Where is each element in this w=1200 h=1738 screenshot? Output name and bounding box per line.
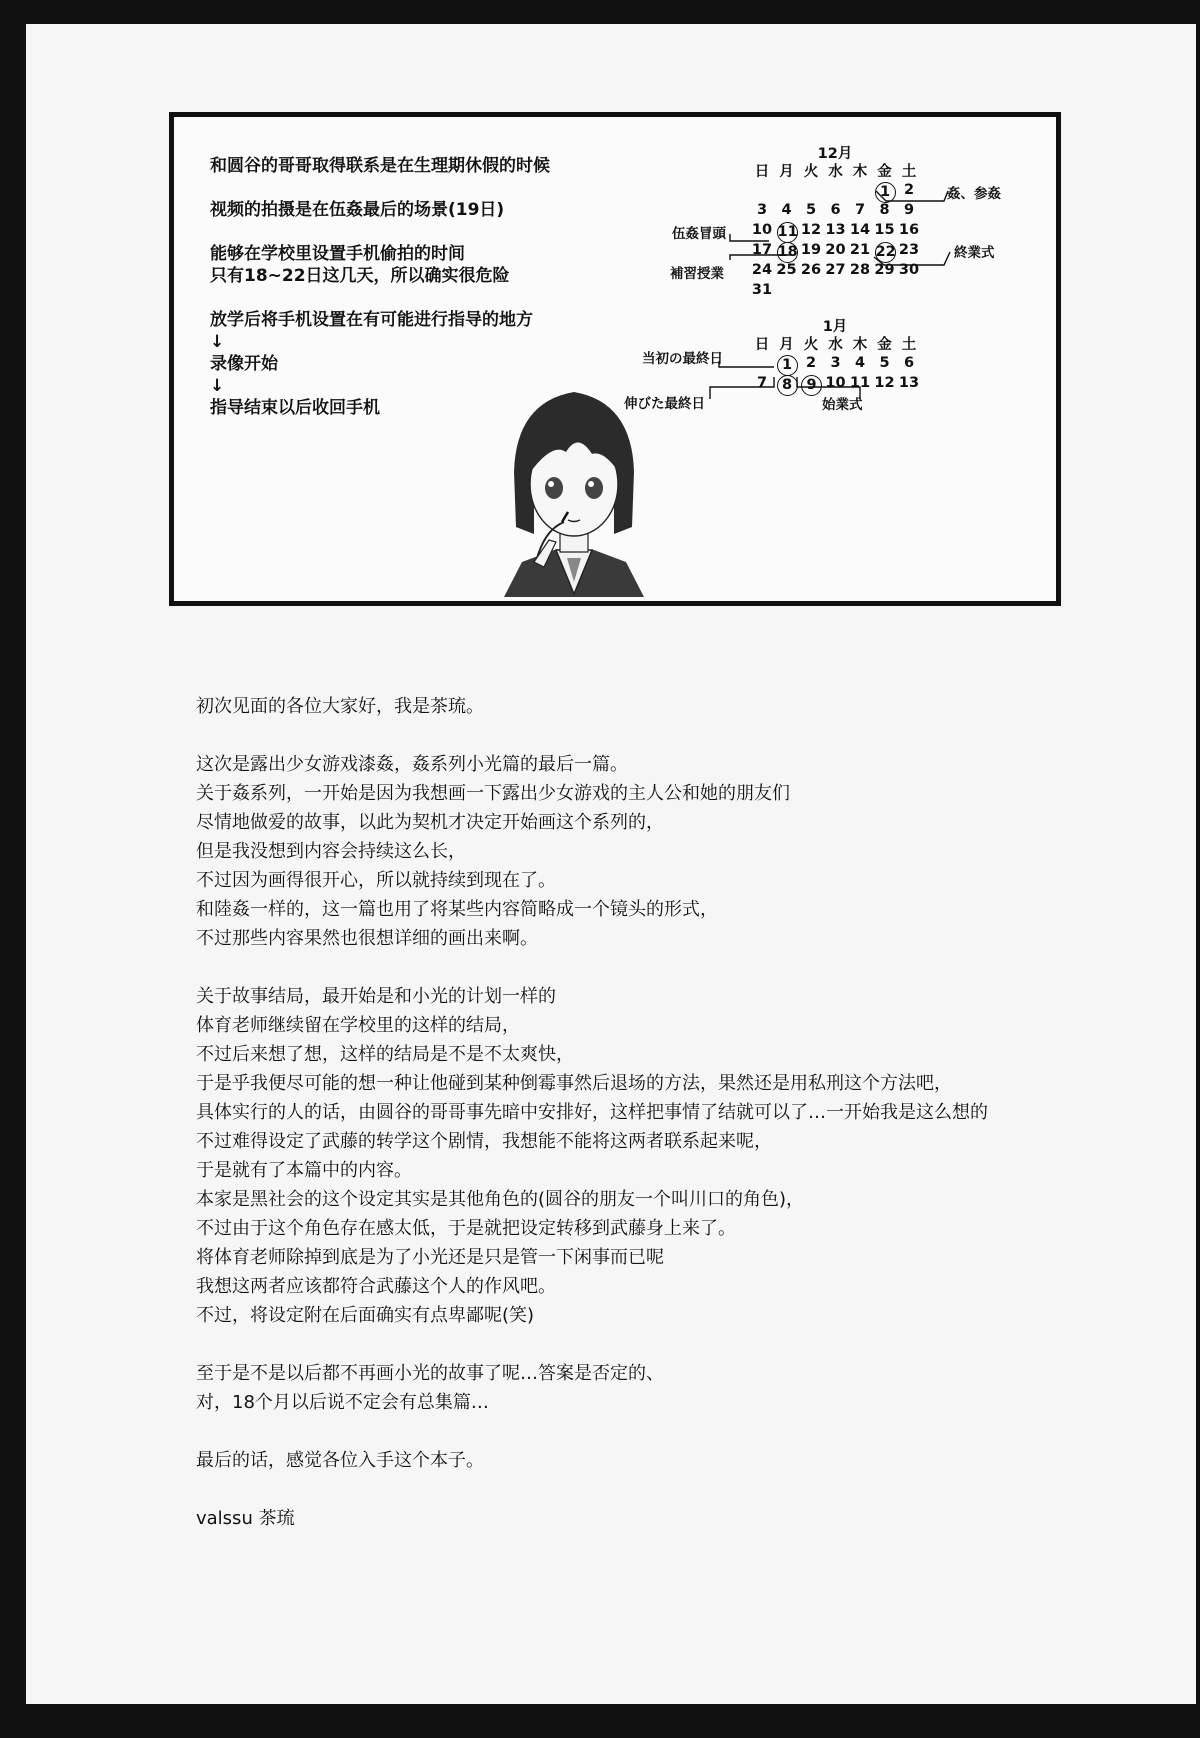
weekday-label: 火: [803, 164, 819, 180]
page-sheet: [26, 24, 1196, 1704]
calendar-day: 9: [801, 375, 822, 396]
calendar-annotation: 伍姦冒頭: [672, 226, 726, 242]
calendar-day: 28: [849, 262, 871, 278]
weekday-label: 土: [901, 337, 917, 353]
calendar-month-label: 12月: [817, 146, 853, 162]
calendar-day: 6: [903, 355, 915, 371]
note-line: 和圆谷的哥哥取得联系是在生理期休假的时候: [210, 156, 550, 176]
calendar-day: 10: [825, 375, 846, 391]
calendar-day: 26: [800, 262, 822, 278]
calendar-day: 21: [849, 242, 871, 258]
body-line: 我想这两者应该都符合武藤这个人的作风吧。: [196, 1276, 556, 1297]
calendar-day: 15: [874, 222, 895, 238]
body-line: 这次是露出少女游戏漆姦，姦系列小光篇的最后一篇。: [196, 754, 628, 775]
calendar-day: 20: [825, 242, 846, 258]
calendar-day: 5: [805, 202, 817, 218]
calendar-annotation: 終業式: [954, 245, 995, 261]
calendar-day: 2: [805, 355, 817, 371]
note-line: 能够在学校里设置手机偷拍的时间: [210, 244, 465, 264]
weekday-label: 木: [852, 164, 868, 180]
body-line: 关于故事结局，最开始是和小光的计划一样的: [196, 986, 556, 1007]
calendar-day: 13: [825, 222, 846, 238]
body-line: 对，18个月以后说不定会有总集篇…: [196, 1392, 489, 1413]
down-arrow-icon: ↓: [210, 332, 225, 352]
calendar-day: 11: [777, 222, 798, 243]
note-line: 放学后将手机设置在有可能进行指导的地方: [210, 310, 533, 330]
note-line: 只有18~22日这几天，所以确实很危险: [210, 266, 510, 286]
body-line: 初次见面的各位大家好，我是茶琉。: [196, 696, 484, 717]
calendar-day: 24: [751, 262, 773, 278]
body-line: 具体实行的人的话，由圆谷的哥哥事先暗中安排好，这样把事情了结就可以了…一开始我是这么想的: [196, 1102, 988, 1123]
signature-line: valssu 茶琉: [196, 1508, 295, 1529]
girl-portrait-illustration: [474, 362, 674, 602]
calendar-day: 30: [898, 262, 920, 278]
note-line: 视频的拍摄是在伍姦最后的场景(19日): [210, 200, 505, 220]
body-line: 不过那些内容果然也很想详细的画出来啊。: [196, 928, 538, 949]
weekday-label: 金: [877, 337, 892, 353]
body-line: 体育老师继续留在学校里的这样的结局，: [196, 1015, 520, 1036]
body-line: 最后的话，感觉各位入手这个本子。: [196, 1450, 484, 1471]
calendar-day: 17: [751, 242, 773, 258]
calendar-day: 9: [903, 202, 915, 218]
weekday-label: 土: [901, 164, 917, 180]
illustration-panel: [169, 112, 1061, 606]
body-line: 于是乎我便尽可能的想一种让他碰到某种倒霉事然后退场的方法，果然还是用私刑这个方法吧，: [196, 1073, 952, 1094]
body-line: 尽情地做爱的故事，以此为契机才决定开始画这个系列的，: [196, 812, 664, 833]
body-line: 但是我没想到内容会持续这么长，: [196, 841, 466, 862]
calendar-day: 14: [849, 222, 871, 238]
body-line: 不过难得设定了武藤的转学这个剧情，我想能不能将这两者联系起来呢，: [196, 1131, 772, 1152]
calendar-day: 18: [777, 242, 798, 263]
body-line: 将体育老师除掉到底是为了小光还是只是管一下闲事而已呢: [196, 1247, 664, 1268]
calendar-annotation: 姦、参姦: [947, 186, 1001, 202]
weekday-label: 金: [877, 164, 892, 180]
calendar-annotation: 補習授業: [670, 266, 724, 282]
calendar-day: 11: [849, 375, 871, 391]
weekday-label: 日: [754, 337, 770, 353]
body-line: 不过因为画得很开心，所以就持续到现在了。: [196, 870, 556, 891]
calendar-day: 6: [830, 202, 841, 218]
calendar-day: 3: [756, 202, 768, 218]
weekday-label: 水: [828, 164, 843, 180]
calendar-annotation: 伸びた最終日: [624, 396, 705, 412]
body-line: 不过由于这个角色存在感太低，于是就把设定转移到武藤身上来了。: [196, 1218, 736, 1239]
body-line: 本家是黑社会的这个设定其实是其他角色的(圆谷的朋友一个叫川口的角色)，: [196, 1189, 805, 1210]
note-line: 录像开始: [210, 354, 278, 374]
calendar-day: 2: [903, 182, 915, 198]
calendar-day: 5: [879, 355, 890, 371]
calendar-day: 8: [777, 375, 798, 396]
calendar-day: 16: [898, 222, 920, 238]
body-line: 关于姦系列，一开始是因为我想画一下露出少女游戏的主人公和她的朋友们: [196, 783, 790, 804]
afterword-text: [196, 692, 1176, 1533]
weekday-label: 月: [779, 337, 794, 353]
calendar-day: 3: [830, 355, 841, 371]
body-line: 不过后来想了想，这样的结局是不是不太爽快，: [196, 1044, 574, 1065]
calendar-day: 1: [875, 182, 896, 203]
body-line: 于是就有了本篇中的内容。: [196, 1160, 412, 1181]
calendar-day: 25: [776, 262, 797, 278]
calendar-day: 13: [898, 375, 920, 391]
calendar-annotation: 始業式: [822, 397, 863, 413]
weekday-label: 月: [779, 164, 794, 180]
calendar-day: 4: [781, 202, 792, 218]
calendar-day: 12: [874, 375, 895, 391]
calendar-day: 8: [879, 202, 890, 218]
calendar-month-label: 1月: [822, 319, 848, 335]
calendar-day: 7: [854, 202, 866, 218]
calendar-day: 23: [898, 242, 920, 258]
weekday-label: 火: [803, 337, 819, 353]
calendar-day: 4: [854, 355, 866, 371]
weekday-label: 水: [828, 337, 843, 353]
calendar-day: 10: [751, 222, 773, 238]
calendar-day: 1: [777, 355, 798, 376]
calendar-day: 12: [800, 222, 822, 238]
calendar-annotation: 当初の最終日: [642, 351, 723, 367]
body-line: 不过，将设定附在后面确实有点卑鄙呢(笑): [196, 1305, 535, 1326]
weekday-label: 木: [852, 337, 868, 353]
calendar-day: 22: [875, 242, 896, 263]
body-line: 和陸姦一样的，这一篇也用了将某些内容简略成一个镜头的形式，: [196, 899, 718, 920]
calendar-day: 7: [756, 375, 768, 391]
weekday-label: 日: [754, 164, 770, 180]
calendar-day: 31: [751, 282, 773, 298]
body-line: 至于是不是以后都不再画小光的故事了呢…答案是否定的、: [196, 1363, 664, 1384]
calendar-day: 27: [825, 262, 846, 278]
note-line: 指导结束以后收回手机: [210, 398, 380, 418]
calendar-day: 19: [800, 242, 822, 258]
down-arrow-icon: ↓: [210, 376, 225, 396]
calendar-day: 29: [874, 262, 895, 278]
